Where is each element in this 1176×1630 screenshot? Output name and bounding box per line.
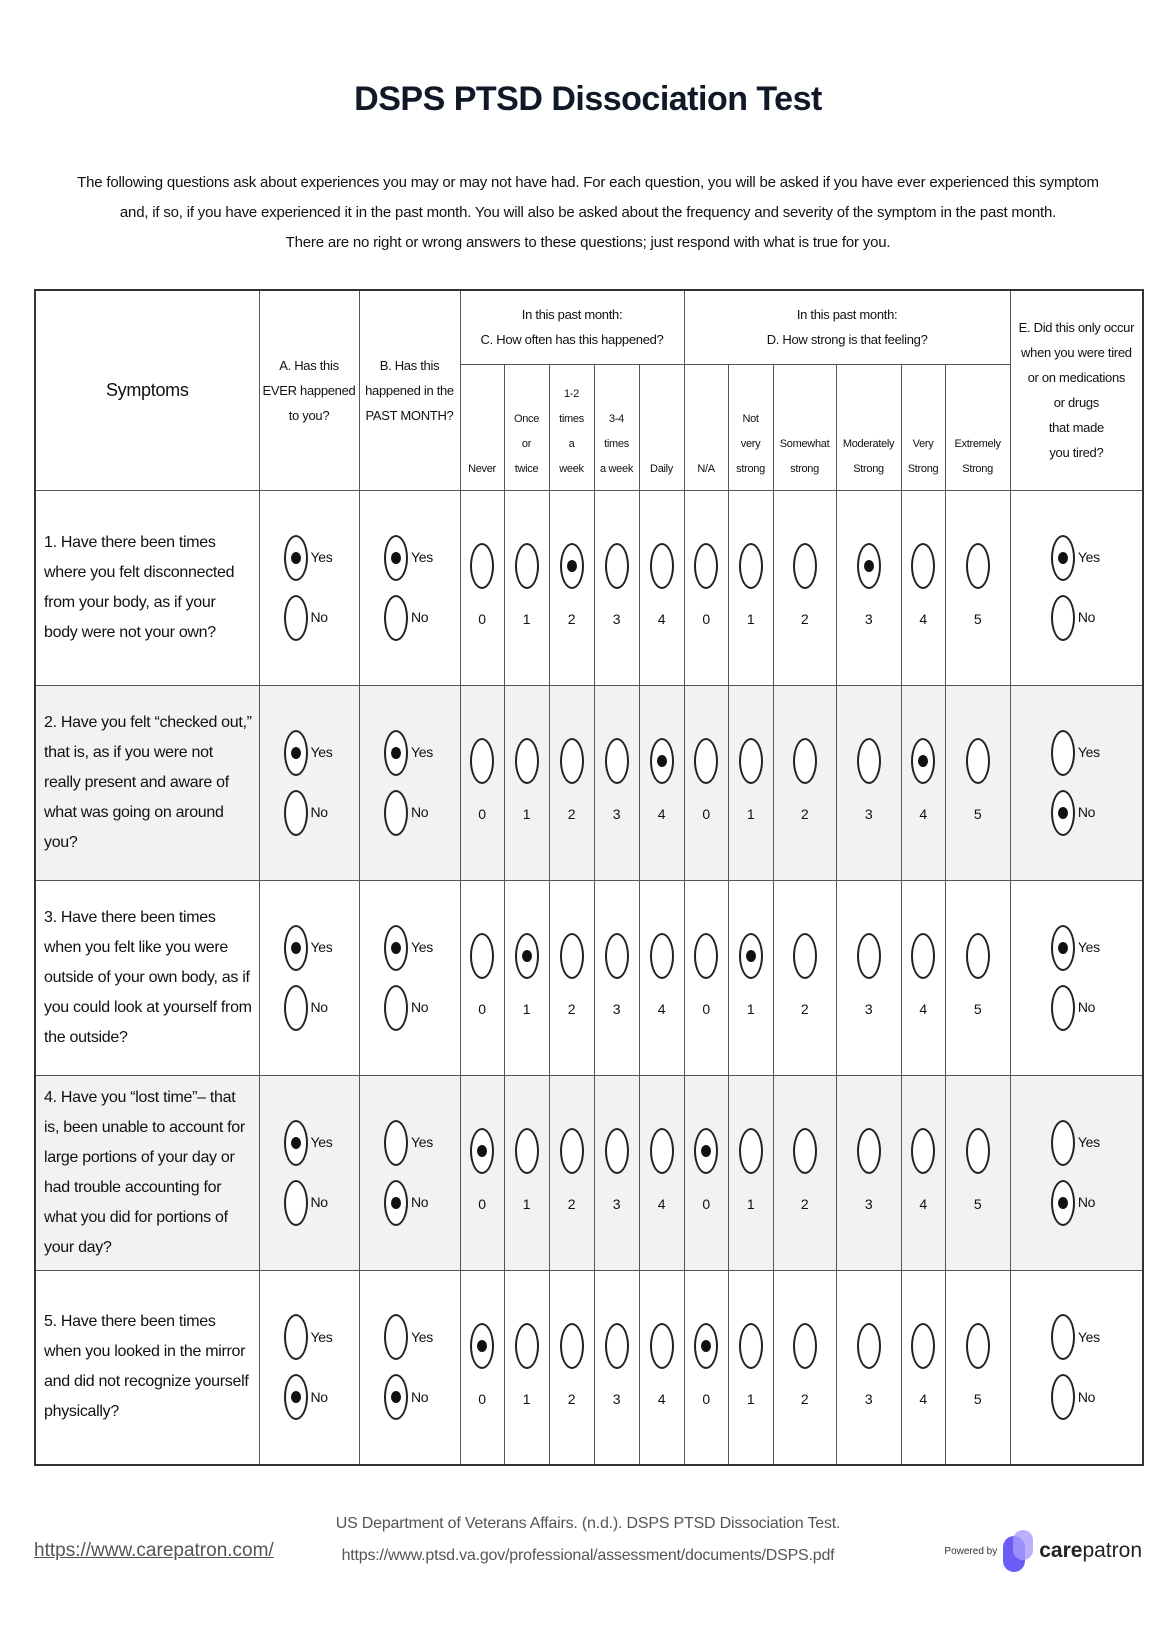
header-e: [1010, 290, 1143, 490]
instructions: [48, 168, 1128, 258]
strength-cell: 4: [901, 1075, 945, 1270]
frequency-radio[interactable]: [515, 738, 539, 784]
strength-cell: 0: [684, 1075, 728, 1270]
header-line: that made: [1048, 420, 1104, 436]
strength-radio[interactable]: [911, 543, 935, 589]
strength-cell: 1: [728, 1270, 773, 1465]
frequency-cell: 2: [549, 685, 594, 880]
citation-link[interactable]: https://www.ptsd.va.gov/professional/assessment/documents/DSPS.pdf: [341, 1547, 835, 1564]
header-c: [460, 290, 684, 364]
header-line: B. Has this: [379, 357, 440, 373]
carepatron-link[interactable]: https://www.carepatron.com/: [34, 1540, 274, 1561]
question-e-cell: [1010, 685, 1143, 880]
b-no-option[interactable]: No: [384, 595, 435, 641]
strength-radio[interactable]: [739, 543, 763, 589]
e-no-option[interactable]: No: [1051, 790, 1102, 836]
symptom-question: 2. Have you felt “checked out,” that is, as if you were not really present and aware of what was going on around you?: [35, 685, 259, 880]
strength-radio[interactable]: [793, 933, 817, 979]
b-yes-option[interactable]: Yes: [384, 730, 435, 776]
strength-radio[interactable]: [857, 738, 881, 784]
radio-button[interactable]: [284, 1180, 308, 1226]
header-line: Not: [742, 412, 759, 425]
question-a-cell: [259, 880, 359, 1075]
frequency-cell: 3: [594, 685, 639, 880]
symptom-question: 3. Have there been times when you felt like you were outside of your own body, as if you could look at yourself from the outside?: [35, 880, 259, 1075]
radio-button[interactable]: [284, 790, 308, 836]
dissociation-test-table: [34, 289, 1144, 1466]
header-line: D. How strong is that feeling?: [766, 332, 928, 348]
citation: [288, 1508, 888, 1572]
strength-cell: 4: [901, 880, 945, 1075]
header-line: Somewhat: [779, 437, 830, 450]
strength-radio[interactable]: [911, 933, 935, 979]
radio-button[interactable]: [384, 535, 408, 581]
frequency-radio[interactable]: [515, 1128, 539, 1174]
strength-cell: 5: [945, 880, 1010, 1075]
table-row: [35, 490, 1143, 685]
header-line: Strong: [907, 462, 939, 475]
strength-cell: 3: [836, 880, 901, 1075]
strength-cell: 1: [728, 490, 773, 685]
strength-radio[interactable]: [966, 1128, 990, 1174]
header-line: PAST MONTH?: [365, 407, 454, 423]
radio-button[interactable]: [1051, 1314, 1075, 1360]
radio-button[interactable]: [1051, 535, 1075, 581]
header-symptoms: Symptoms: [35, 290, 259, 490]
header-line: Extremely: [954, 437, 1001, 450]
frequency-cell: 4: [639, 1270, 684, 1465]
frequency-cell: 0: [460, 685, 504, 880]
a-yes-option[interactable]: Yes: [284, 730, 335, 776]
frequency-cell: 4: [639, 490, 684, 685]
b-yes-option[interactable]: Yes: [384, 535, 435, 581]
strength-cell: 5: [945, 685, 1010, 880]
carepatron-logo-icon: [1003, 1530, 1033, 1572]
strength-radio[interactable]: [911, 738, 935, 784]
strength-cell: 5: [945, 490, 1010, 685]
strength-radio[interactable]: [966, 1323, 990, 1369]
header-d-option: [945, 364, 1010, 490]
frequency-radio[interactable]: [470, 543, 494, 589]
question-a-cell: [259, 1270, 359, 1465]
header-d-option: [684, 364, 728, 490]
header-line: very: [740, 437, 761, 450]
radio-button[interactable]: [284, 925, 308, 971]
strength-cell: 3: [836, 1270, 901, 1465]
strength-cell: 4: [901, 1270, 945, 1465]
strength-cell: 0: [684, 685, 728, 880]
frequency-cell: 1: [504, 1270, 549, 1465]
symptom-question: 4. Have you “lost time”– that is, been unable to account for large portions of your day or had trouble accounting for what you did for portions of your day?: [35, 1075, 259, 1270]
e-no-option[interactable]: No: [1051, 1374, 1102, 1420]
powered-by-label: Powered by: [944, 1545, 998, 1557]
frequency-cell: 0: [460, 1075, 504, 1270]
radio-button[interactable]: [384, 985, 408, 1031]
strength-cell: 4: [901, 685, 945, 880]
radio-button[interactable]: [384, 595, 408, 641]
a-no-option[interactable]: No: [284, 1180, 335, 1226]
header-line: times: [604, 437, 629, 450]
b-no-option[interactable]: No: [384, 985, 435, 1031]
strength-cell: 2: [773, 880, 836, 1075]
strength-cell: 0: [684, 880, 728, 1075]
radio-button[interactable]: [384, 790, 408, 836]
strength-radio[interactable]: [694, 543, 718, 589]
header-line: E. Did this only occur: [1018, 320, 1135, 336]
radio-button[interactable]: [1051, 1180, 1075, 1226]
strength-cell: 3: [836, 490, 901, 685]
radio-button[interactable]: [1051, 1374, 1075, 1420]
question-b-cell: [359, 1270, 460, 1465]
header-line: Strong: [853, 462, 884, 475]
a-no-option[interactable]: No: [284, 985, 335, 1031]
strength-cell: 2: [773, 490, 836, 685]
strength-cell: 1: [728, 685, 773, 880]
frequency-cell: 3: [594, 880, 639, 1075]
frequency-radio[interactable]: [650, 1128, 674, 1174]
strength-cell: 4: [901, 490, 945, 685]
frequency-radio[interactable]: [605, 543, 629, 589]
e-yes-option[interactable]: Yes: [1051, 1120, 1102, 1166]
strength-cell: 1: [728, 880, 773, 1075]
frequency-radio[interactable]: [605, 1128, 629, 1174]
header-line: or on medications: [1027, 370, 1126, 386]
header-line: to you?: [288, 407, 330, 423]
radio-button[interactable]: [284, 595, 308, 641]
radio-button[interactable]: [1051, 730, 1075, 776]
header-c-option: [504, 364, 549, 490]
header-c-option: [594, 364, 639, 490]
radio-button[interactable]: [1051, 925, 1075, 971]
question-b-cell: [359, 685, 460, 880]
header-line: In this past month:: [521, 307, 623, 323]
header-line: Strong: [962, 462, 993, 475]
header-line: strong: [790, 462, 819, 475]
e-no-option[interactable]: No: [1051, 1180, 1102, 1226]
radio-button[interactable]: [384, 1180, 408, 1226]
header-c-option: [549, 364, 594, 490]
radio-button[interactable]: [1051, 985, 1075, 1031]
frequency-cell: 3: [594, 490, 639, 685]
strength-radio[interactable]: [857, 1128, 881, 1174]
e-yes-option[interactable]: Yes: [1051, 925, 1102, 971]
radio-button[interactable]: [384, 1374, 408, 1420]
frequency-radio[interactable]: [650, 738, 674, 784]
a-no-option[interactable]: No: [284, 595, 335, 641]
frequency-cell: 2: [549, 490, 594, 685]
strength-cell: 3: [836, 1075, 901, 1270]
header-line: In this past month:: [796, 307, 898, 323]
frequency-cell: 4: [639, 880, 684, 1075]
question-b-cell: [359, 1075, 460, 1270]
table-row: [35, 880, 1143, 1075]
b-no-option[interactable]: No: [384, 1180, 435, 1226]
strength-cell: 0: [684, 490, 728, 685]
strength-cell: 5: [945, 1075, 1010, 1270]
frequency-radio[interactable]: [560, 738, 584, 784]
strength-radio[interactable]: [793, 1323, 817, 1369]
radio-button[interactable]: [284, 730, 308, 776]
question-e-cell: [1010, 1270, 1143, 1465]
radio-button[interactable]: [284, 1314, 308, 1360]
strength-radio[interactable]: [739, 1128, 763, 1174]
question-e-cell: [1010, 880, 1143, 1075]
radio-button[interactable]: [384, 925, 408, 971]
frequency-cell: 3: [594, 1075, 639, 1270]
header-b: [359, 290, 460, 490]
header-line: happened in the: [365, 382, 454, 398]
e-yes-option[interactable]: Yes: [1051, 730, 1102, 776]
a-yes-option[interactable]: Yes: [284, 535, 335, 581]
frequency-radio[interactable]: [515, 1323, 539, 1369]
header-line: EVER happened: [262, 382, 356, 398]
header-line: Daily: [650, 462, 673, 475]
frequency-radio[interactable]: [560, 543, 584, 589]
header-d: [684, 290, 1010, 364]
header-line: or: [521, 437, 532, 450]
question-e-cell: [1010, 490, 1143, 685]
frequency-cell: 2: [549, 1075, 594, 1270]
strength-radio[interactable]: [694, 1323, 718, 1369]
header-line: 3-4: [609, 412, 624, 425]
b-yes-option[interactable]: Yes: [384, 1120, 435, 1166]
header-a: [259, 290, 359, 490]
frequency-radio[interactable]: [515, 543, 539, 589]
b-yes-option[interactable]: Yes: [384, 1314, 435, 1360]
strength-radio[interactable]: [694, 738, 718, 784]
strength-radio[interactable]: [739, 738, 763, 784]
strength-radio[interactable]: [793, 543, 817, 589]
radio-button[interactable]: [384, 1314, 408, 1360]
frequency-cell: 4: [639, 1075, 684, 1270]
radio-button[interactable]: [1051, 790, 1075, 836]
header-d-option: [773, 364, 836, 490]
b-yes-option[interactable]: Yes: [384, 925, 435, 971]
e-no-option[interactable]: No: [1051, 595, 1102, 641]
frequency-cell: 1: [504, 685, 549, 880]
instructions-line: There are no right or wrong answers to these questions; just respond with what is true for you.: [285, 234, 891, 251]
header-line: when you were tired: [1021, 345, 1132, 361]
frequency-cell: 4: [639, 685, 684, 880]
question-e-cell: [1010, 1075, 1143, 1270]
header-line: week: [559, 462, 584, 475]
page-title: DSPS PTSD Dissociation Test: [354, 80, 822, 118]
strength-radio[interactable]: [966, 543, 990, 589]
a-no-option[interactable]: No: [284, 1374, 335, 1420]
radio-button[interactable]: [1051, 595, 1075, 641]
frequency-radio[interactable]: [515, 933, 539, 979]
symptom-question: 5. Have there been times when you looked in the mirror and did not recognize yourself physically?: [35, 1270, 259, 1465]
header-line: a week: [599, 462, 634, 475]
header-line: you tired?: [1049, 445, 1104, 461]
strength-cell: 0: [684, 1270, 728, 1465]
frequency-radio[interactable]: [470, 1128, 494, 1174]
instructions-line: and, if so, if you have experienced it in the past month. You will also be asked about the frequency and severity of the symptom in the past month.: [119, 204, 1057, 221]
header-line: Very: [912, 437, 934, 450]
header-line: a: [568, 437, 575, 450]
table-row: [35, 1075, 1143, 1270]
frequency-cell: 3: [594, 1270, 639, 1465]
a-yes-option[interactable]: Yes: [284, 925, 335, 971]
strength-cell: 1: [728, 1075, 773, 1270]
radio-button[interactable]: [384, 1120, 408, 1166]
question-b-cell: [359, 490, 460, 685]
strength-radio[interactable]: [911, 1128, 935, 1174]
strength-cell: 2: [773, 1270, 836, 1465]
question-a-cell: [259, 490, 359, 685]
strength-radio[interactable]: [739, 1323, 763, 1369]
frequency-cell: 0: [460, 1270, 504, 1465]
header-line: times: [559, 412, 584, 425]
frequency-radio[interactable]: [470, 933, 494, 979]
symptom-question: 1. Have there been times where you felt disconnected from your body, as if your body were not your own?: [35, 490, 259, 685]
brand-name: carepatron: [1039, 1539, 1142, 1562]
header-line: C. How often has this happened?: [480, 332, 664, 348]
frequency-radio[interactable]: [470, 738, 494, 784]
frequency-cell: 2: [549, 1270, 594, 1465]
header-line: or drugs: [1053, 395, 1100, 411]
strength-radio[interactable]: [911, 1323, 935, 1369]
b-no-option[interactable]: No: [384, 1374, 435, 1420]
frequency-cell: 0: [460, 880, 504, 1075]
e-yes-option[interactable]: Yes: [1051, 535, 1102, 581]
strength-cell: 3: [836, 685, 901, 880]
radio-button[interactable]: [284, 1120, 308, 1166]
header-line: strong: [736, 462, 765, 475]
radio-button[interactable]: [284, 1374, 308, 1420]
radio-button[interactable]: [284, 535, 308, 581]
radio-button[interactable]: [284, 985, 308, 1031]
frequency-cell: 2: [549, 880, 594, 1075]
frequency-cell: 1: [504, 1075, 549, 1270]
header-c-option: [460, 364, 504, 490]
a-no-option[interactable]: No: [284, 790, 335, 836]
frequency-radio[interactable]: [560, 1323, 584, 1369]
radio-button[interactable]: [384, 730, 408, 776]
citation-text: US Department of Veterans Affairs. (n.d.). DSPS PTSD Dissociation Test.: [335, 1515, 841, 1532]
table-row: [35, 685, 1143, 880]
strength-radio[interactable]: [793, 1128, 817, 1174]
frequency-cell: 1: [504, 880, 549, 1075]
instructions-line: The following questions ask about experiences you may or may not have had. For each question, you will be asked if you have ever experienced this symptom: [77, 174, 1099, 191]
frequency-cell: 0: [460, 490, 504, 685]
header-line: Moderately: [842, 437, 895, 450]
strength-radio[interactable]: [857, 543, 881, 589]
header-d-option: [901, 364, 945, 490]
header-d-option: [728, 364, 773, 490]
strength-cell: 2: [773, 1075, 836, 1270]
a-yes-option[interactable]: Yes: [284, 1120, 335, 1166]
radio-button[interactable]: [1051, 1120, 1075, 1166]
b-no-option[interactable]: No: [384, 790, 435, 836]
strength-radio[interactable]: [694, 933, 718, 979]
header-line: N/A: [697, 462, 715, 475]
question-a-cell: [259, 685, 359, 880]
frequency-radio[interactable]: [470, 1323, 494, 1369]
header-c-option: [639, 364, 684, 490]
strength-radio[interactable]: [857, 1323, 881, 1369]
frequency-radio[interactable]: [650, 933, 674, 979]
header-line: 1-2: [564, 387, 579, 400]
table-row: [35, 1270, 1143, 1465]
frequency-radio[interactable]: [650, 1323, 674, 1369]
e-no-option[interactable]: No: [1051, 985, 1102, 1031]
question-a-cell: [259, 1075, 359, 1270]
header-line: Never: [468, 462, 496, 475]
strength-radio[interactable]: [793, 738, 817, 784]
frequency-cell: 1: [504, 490, 549, 685]
strength-cell: 5: [945, 1270, 1010, 1465]
header-line: Once: [513, 412, 540, 425]
frequency-radio[interactable]: [560, 933, 584, 979]
strength-radio[interactable]: [739, 933, 763, 979]
strength-radio[interactable]: [966, 738, 990, 784]
a-yes-option[interactable]: Yes: [284, 1314, 335, 1360]
question-b-cell: [359, 880, 460, 1075]
frequency-radio[interactable]: [605, 1323, 629, 1369]
frequency-radio[interactable]: [605, 738, 629, 784]
header-line: twice: [514, 462, 539, 475]
header-d-option: [836, 364, 901, 490]
strength-cell: 2: [773, 685, 836, 880]
strength-radio[interactable]: [694, 1128, 718, 1174]
strength-radio[interactable]: [857, 933, 881, 979]
frequency-radio[interactable]: [605, 933, 629, 979]
header-line: A. Has this: [279, 357, 339, 373]
carepatron-brand: [944, 1530, 1142, 1572]
e-yes-option[interactable]: Yes: [1051, 1314, 1102, 1360]
strength-radio[interactable]: [966, 933, 990, 979]
frequency-radio[interactable]: [560, 1128, 584, 1174]
frequency-radio[interactable]: [650, 543, 674, 589]
